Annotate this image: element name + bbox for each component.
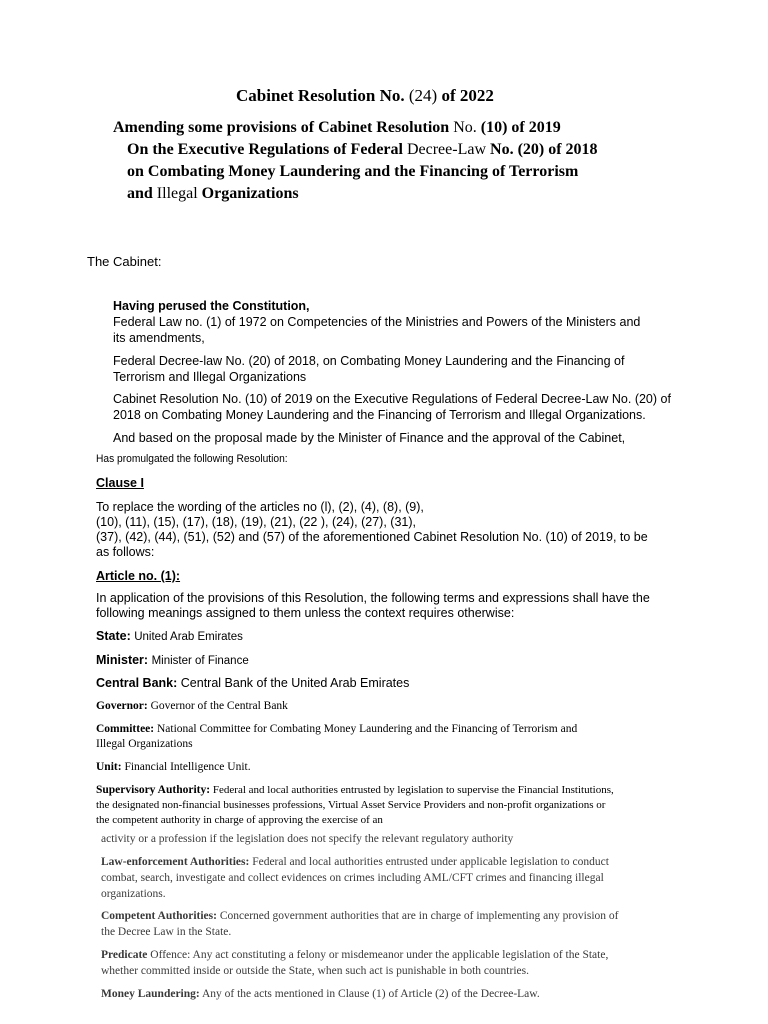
promulgated-line: Has promulgated the following Resolution: — [96, 453, 288, 465]
law1-line-1: Federal Law no. (1) of 1972 on Competencies of the Ministries and Powers of the Ministers and — [113, 315, 641, 329]
law2-line-2: Terrorism and Illegal Organizations — [113, 370, 307, 384]
def-competent-line-1: Competent Authorities: Concerned government authorities that are in charge of implementing any provision of — [101, 910, 619, 922]
def-minister: Minister: Minister of Finance — [96, 653, 249, 667]
article-intro-line-1: In application of the provisions of this Resolution, the following terms and expressions shall have the — [96, 591, 650, 605]
document-title — [236, 86, 494, 106]
clause-heading: Clause I — [96, 476, 144, 490]
title-suffix: of 2022 — [441, 86, 494, 105]
def-governor: Governor: Governor of the Central Bank — [96, 700, 288, 712]
title-number: (24) — [408, 86, 438, 105]
def-state: State: United Arab Emirates — [96, 629, 243, 643]
subtitle-line-2: On the Executive Regulations of Federal Decree-Law No. (20) of 2018 — [127, 141, 598, 158]
law1-line-2: its amendments, — [113, 331, 205, 345]
law3-line-1: Cabinet Resolution No. (10) of 2019 on the Executive Regulations of Federal Decree-Law No. (20) of — [113, 392, 671, 406]
def-central-bank: Central Bank: Central Bank of the United Arab Emirates — [96, 676, 410, 690]
subtitle-line-3: on Combating Money Laundering and the Financing of Terrorism — [127, 163, 579, 180]
def-predicate-line-2: whether committed inside or outside the State, when such act is punishable in both countries. — [101, 965, 529, 977]
title-prefix: Cabinet Resolution No. — [236, 86, 405, 105]
clause-line-4: as follows: — [96, 545, 155, 559]
proposal-line: And based on the proposal made by the Minister of Finance and the approval of the Cabinet, — [113, 431, 626, 445]
clause-line-1: To replace the wording of the articles no (l), (2), (4), (8), (9), — [96, 500, 424, 514]
article-heading: Article no. (1): — [96, 569, 181, 583]
def-money-laundering: Money Laundering: Any of the acts mentioned in Clause (1) of Article (2) of the Decree-Law. — [101, 988, 540, 1000]
perused-line: Having perused the Constitution, — [113, 299, 310, 313]
def-predicate-line-1: Predicate Offence: Any act constituting a felony or misdemeanor under the applicable legislation of the State, — [101, 949, 609, 961]
def-law-line-1: Law-enforcement Authorities: Federal and local authorities entrusted under applicable legislation to conduct — [101, 856, 609, 868]
subtitle-line-4: and Illegal Organizations — [127, 185, 299, 202]
article-intro-line-2: following meanings assigned to them unless the context requires otherwise: — [96, 606, 515, 620]
subtitle-line-1: Amending some provisions of Cabinet Resolution No. (10) of 2019 — [113, 119, 561, 136]
def-law-line-2: combat, search, investigate and collect evidences on crimes including AML/CFT crimes and financing illegal — [101, 872, 604, 884]
def-supervisory-line-1: Supervisory Authority: Federal and local authorities entrusted by legislation to supervise the Financial Institutions, — [96, 784, 614, 796]
def-supervisory-line-2: the designated non-financial businesses professions, Virtual Asset Service Providers and non-profit organizations or — [96, 799, 606, 811]
cabinet-heading: The Cabinet: — [87, 254, 162, 269]
law3-line-2: 2018 on Combating Money Laundering and the Financing of Terrorism and Illegal Organizations. — [113, 408, 646, 422]
clause-line-3: (37), (42), (44), (51), (52) and (57) of the aforementioned Cabinet Resolution No. (10) of 2019, to be — [96, 530, 648, 544]
def-committee-line-1: Committee: National Committee for Combating Money Laundering and the Financing of Terrorism and — [96, 723, 578, 735]
def-supervisory-line-4: activity or a profession if the legislation does not specify the relevant regulatory authority — [101, 833, 514, 845]
clause-line-2: (10), (11), (15), (17), (18), (19), (21), (22 ), (24), (27), (31), — [96, 515, 416, 529]
def-unit: Unit: Financial Intelligence Unit. — [96, 761, 251, 773]
def-committee-line-2: Illegal Organizations — [96, 738, 193, 750]
def-competent-line-2: the Decree Law in the State. — [101, 926, 232, 938]
def-supervisory-line-3: the competent authority in charge of approving the exercise of an — [96, 814, 383, 826]
def-law-line-3: organizations. — [101, 888, 166, 900]
law2-line-1: Federal Decree-law No. (20) of 2018, on Combating Money Laundering and the Financing of — [113, 354, 625, 368]
